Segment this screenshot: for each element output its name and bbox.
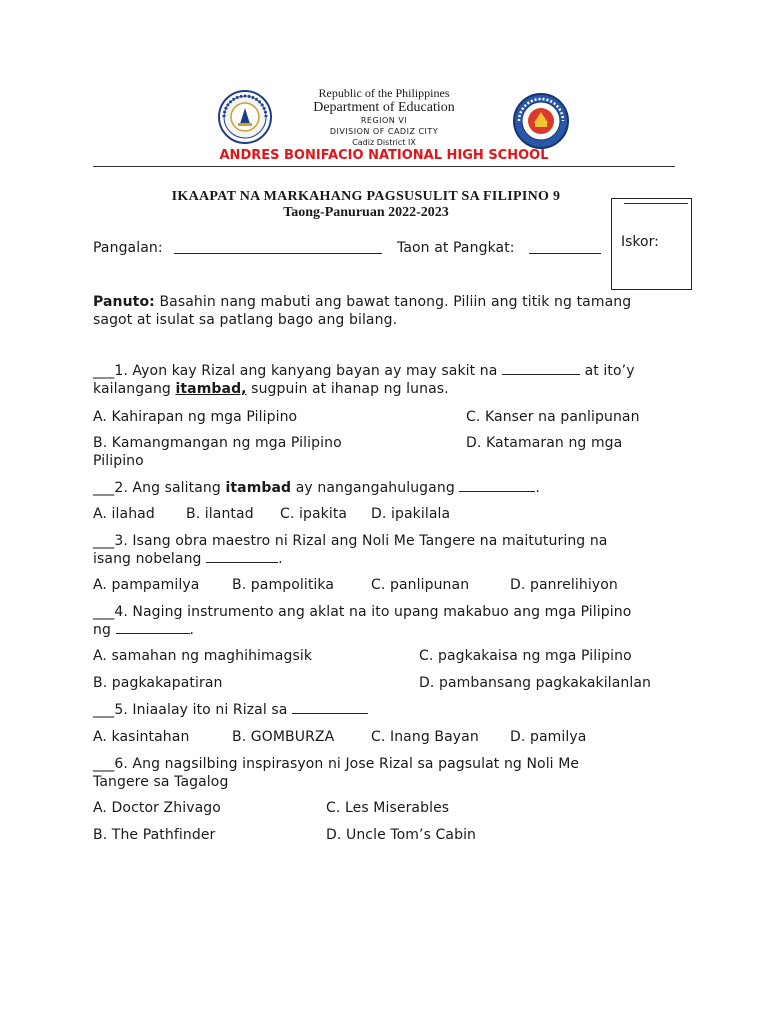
q1-choice-b: B. Kamangmangan ng mga Pilipino bbox=[93, 435, 342, 451]
q2-choice-d: D. ipakilala bbox=[371, 506, 451, 522]
q6-choice-d: D. Uncle Tom’s Cabin bbox=[326, 827, 477, 843]
q4-choice-d: D. pambansang pagkakakilanlan bbox=[419, 675, 652, 691]
q1-choice-a: A. Kahirapan ng mga Pilipino bbox=[93, 409, 298, 425]
section-label: Taon at Pangkat: bbox=[397, 240, 515, 256]
instructions-text-2: sagot at isulat sa patlang bago ang bilang. bbox=[93, 312, 398, 328]
question-3-line2: isang nobelang . bbox=[93, 551, 283, 567]
header-divider bbox=[93, 166, 675, 167]
question-1-line2: kailangang itambad, sugpuin at ihanap ng lunas. bbox=[93, 381, 449, 397]
district-text: Cadiz District IX bbox=[352, 138, 416, 147]
fill-blank bbox=[459, 479, 535, 492]
q6-choice-a: A. Doctor Zhivago bbox=[93, 800, 221, 816]
answer-blank[interactable]: ___ bbox=[93, 604, 115, 620]
school-year: Taong-Panuruan 2022-2023 bbox=[283, 205, 449, 220]
division-text: DIVISION OF CADIZ CITY bbox=[329, 127, 439, 136]
question-3-line1: ___3. Isang obra maestro ni Rizal ang Noli Me Tangere na maituturing na bbox=[93, 533, 608, 549]
question-5: ___5. Iniaalay ito ni Rizal sa bbox=[93, 701, 368, 719]
q5-choice-c: C. Inang Bayan bbox=[371, 729, 479, 745]
region-text: REGION VI bbox=[360, 116, 408, 125]
name-field[interactable] bbox=[174, 253, 382, 254]
q3-choice-c: C. panlipunan bbox=[371, 577, 470, 593]
school-name: ANDRES BONIFACIO NATIONAL HIGH SCHOOL bbox=[219, 148, 549, 163]
instructions-label: Panuto: bbox=[93, 294, 155, 310]
question-4-line2: ng . bbox=[93, 622, 195, 638]
fill-blank bbox=[292, 701, 368, 714]
answer-blank[interactable]: ___ bbox=[93, 756, 115, 772]
answer-blank[interactable]: ___ bbox=[93, 702, 115, 718]
fill-blank bbox=[502, 362, 580, 375]
q3-choice-a: A. pampamilya bbox=[93, 577, 200, 593]
q1-choice-c: C. Kanser na panlipunan bbox=[466, 409, 640, 425]
q4-choice-a: A. samahan ng maghihimagsik bbox=[93, 648, 313, 664]
exam-title: IKAAPAT NA MARKAHANG PAGSUSULIT SA FILIPINO 9 bbox=[171, 189, 561, 204]
q5-choice-a: A. kasintahan bbox=[93, 729, 190, 745]
question-6-line2: Tangere sa Tagalog bbox=[93, 774, 229, 790]
answer-blank[interactable]: ___ bbox=[93, 363, 115, 379]
q4-choice-c: C. pagkakaisa ng mga Pilipino bbox=[419, 648, 632, 664]
q3-choice-b: B. pampolitika bbox=[232, 577, 335, 593]
question-2: ___2. Ang salitang itambad ay nangangahulugang . bbox=[93, 480, 540, 496]
q2-choice-c: C. ipakita bbox=[280, 506, 348, 522]
question-6-line1: ___6. Ang nagsilbing inspirasyon ni Jose Rizal sa pagsulat ng Noli Me bbox=[93, 756, 580, 772]
q6-choice-c: C. Les Miserables bbox=[326, 800, 450, 816]
q1-choice-d-wrap: Pilipino bbox=[93, 453, 144, 469]
score-label: Iskor: bbox=[621, 234, 659, 250]
score-box bbox=[611, 198, 692, 290]
question-1-line1: ___1. Ayon kay Rizal ang kanyang bayan ay may sakit na at ito’y bbox=[93, 363, 635, 379]
instructions-text-1: Basahin nang mabuti ang bawat tanong. Piliin ang titik ng tamang bbox=[159, 294, 632, 310]
fill-blank bbox=[206, 550, 278, 563]
q5-choice-d: D. pamilya bbox=[510, 729, 587, 745]
q6-choice-b: B. The Pathfinder bbox=[93, 827, 216, 843]
q5-choice-b: B. GOMBURZA bbox=[232, 729, 335, 745]
q4-choice-b: B. pagkakapatiran bbox=[93, 675, 223, 691]
answer-blank[interactable]: ___ bbox=[93, 533, 115, 549]
republic-text: Republic of the Philippines bbox=[318, 86, 450, 100]
q2-choice-a: A. ilahad bbox=[93, 506, 155, 522]
instructions bbox=[93, 293, 693, 311]
question-4-line1: ___4. Naging instrumento ang aklat na ito upang makabuo ang mga Pilipino bbox=[93, 604, 632, 620]
q3-choice-d: D. panrelihiyon bbox=[510, 577, 618, 593]
q1-choice-d: D. Katamaran ng mga bbox=[466, 435, 623, 451]
fill-blank bbox=[116, 621, 190, 634]
section-field[interactable] bbox=[529, 253, 601, 254]
name-label: Pangalan: bbox=[93, 240, 163, 256]
q2-choice-b: B. ilantad bbox=[186, 506, 254, 522]
answer-blank[interactable]: ___ bbox=[93, 480, 115, 496]
department-text: Department of Education bbox=[313, 100, 455, 115]
